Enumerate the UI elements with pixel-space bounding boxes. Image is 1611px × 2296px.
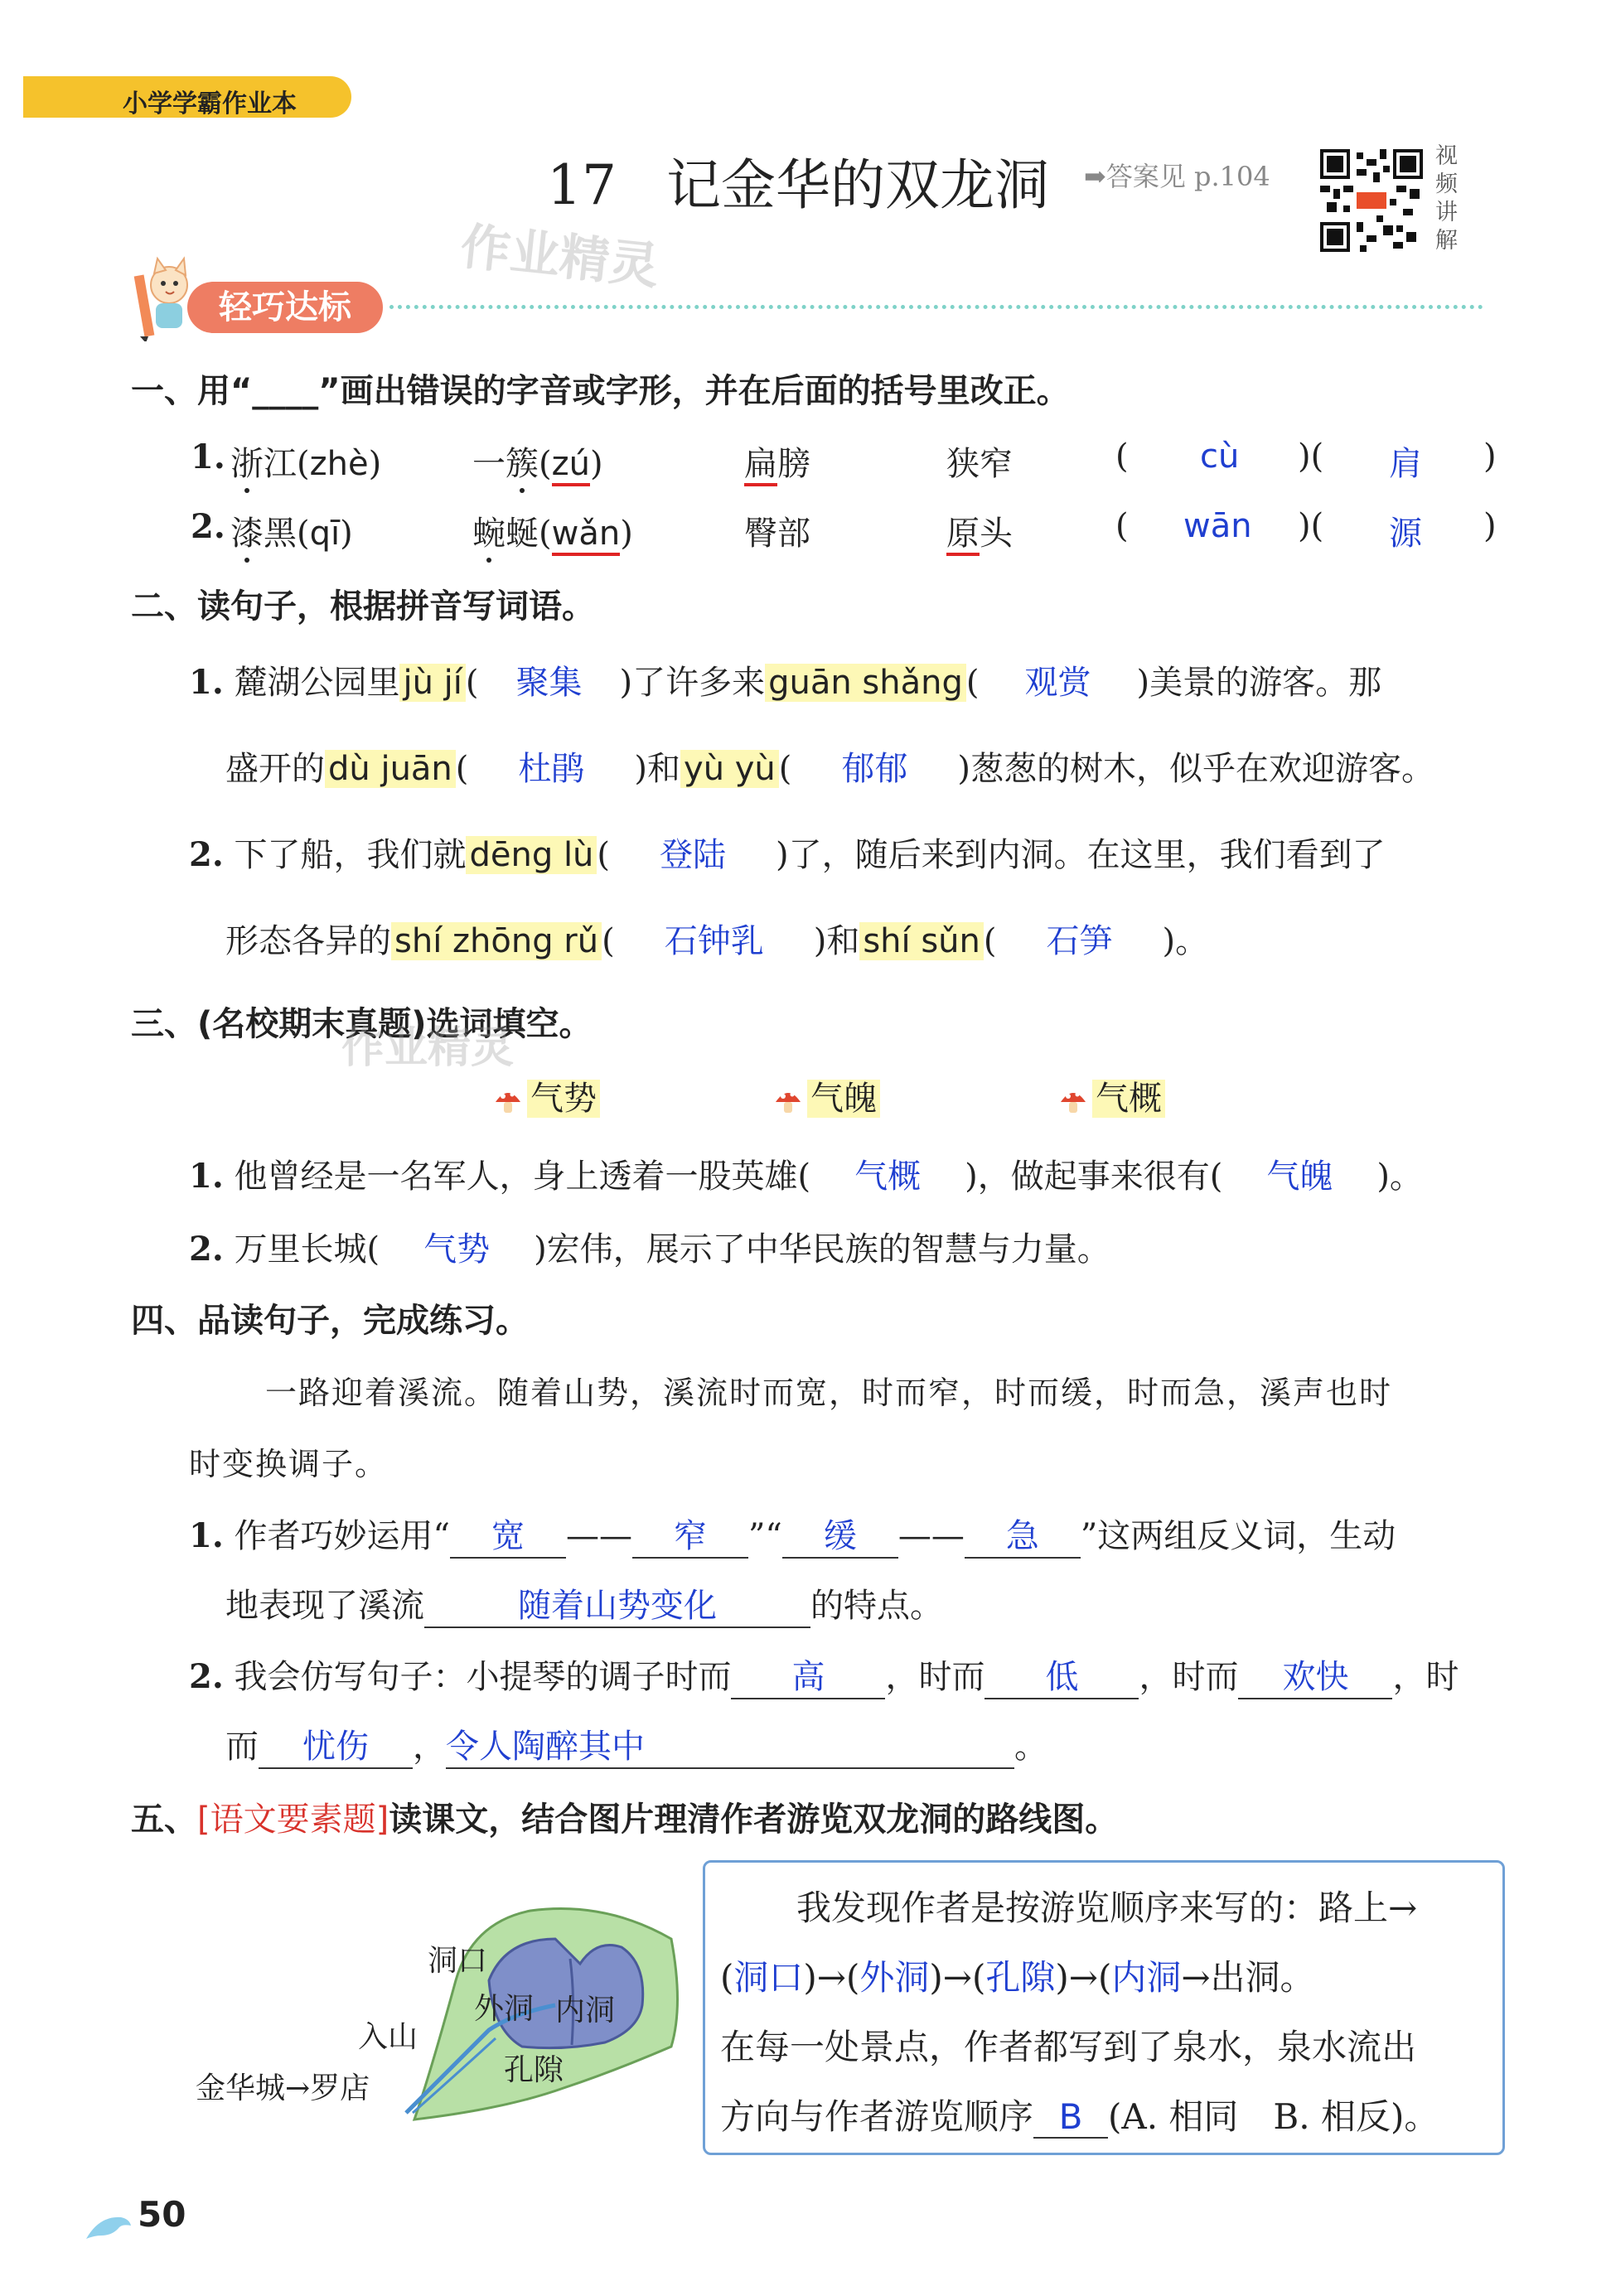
q2-s2-t2: 了，随后来到内洞。在这里，我们看到了 xyxy=(788,836,1386,874)
q1-row1-paren2: )( xyxy=(1298,437,1324,476)
q1-row1-ans2: 肩 xyxy=(1389,445,1422,483)
q3-s1 xyxy=(189,1150,1423,1197)
q2-s1-a4: 郁郁 xyxy=(841,750,908,788)
q1-row2-paren2: )( xyxy=(1298,507,1324,545)
map-label-rushan: 入山 xyxy=(358,2020,418,2054)
q3-s2 xyxy=(189,1223,1110,1270)
q1-row2-ans2: 源 xyxy=(1389,515,1422,553)
pinyin-zhe: zhè xyxy=(309,445,369,483)
mushroom-icon xyxy=(1059,1087,1087,1115)
q2-s2-t1: 下了船，我们就 xyxy=(234,836,467,874)
q5-title-tag: [语文要素题] xyxy=(197,1801,389,1839)
box-line-4 xyxy=(720,2090,1439,2139)
q2-s1-a3: 杜鹃 xyxy=(518,750,585,788)
q4-s2-num: 2. xyxy=(189,1657,224,1696)
q2-s1-num: 1. xyxy=(189,663,224,702)
box-a5: B xyxy=(1033,2096,1108,2139)
q3-s1-a2: 气魄 xyxy=(1266,1158,1333,1196)
q3-s2-a1: 气势 xyxy=(423,1230,491,1269)
box-a3: 孔隙 xyxy=(985,1957,1056,1998)
lesson-number: 17 xyxy=(547,153,617,217)
q4-s1-t2: ”“ xyxy=(747,1517,782,1555)
q2-s2-t5: 。 xyxy=(1175,922,1209,960)
q4-passage-1: 一路迎着溪流。随着山势，溪流时而宽，时而窄，时而缓，时而急，溪声也时 xyxy=(265,1375,1393,1411)
watermark-mid: 作业精灵 xyxy=(341,1023,515,1073)
pinyin-shisun: shí sǔn xyxy=(859,922,984,960)
map-label-kongxi: 孔隙 xyxy=(504,2053,564,2087)
box-paren-close-3: )→ xyxy=(1055,1957,1098,1998)
series-label: 小学学霸作业本 xyxy=(123,89,297,118)
box-paren-close-1: )→ xyxy=(803,1957,846,1998)
q1-row1-w2: 一簇(zú) xyxy=(472,437,603,485)
qr-code-icon[interactable] xyxy=(1320,149,1423,252)
q3-choice-3 xyxy=(1059,1072,1165,1119)
box-line-4-post: (A. 相同 B. 相反)。 xyxy=(1108,2096,1439,2137)
q3-s1-t2: )，做起事来很有( xyxy=(965,1158,1223,1196)
q4-s1-a5: 随着山势变化 xyxy=(424,1579,810,1628)
mascot-icon xyxy=(133,250,191,341)
q2-s1-t1: 麓湖公园里 xyxy=(234,664,400,702)
q5-title xyxy=(131,1793,1118,1840)
q2-s1-t2: 了许多来 xyxy=(632,664,766,702)
q1-row1-w4: 狭窄 xyxy=(946,445,1013,483)
q1-row2-w1: 漆黑(qī) xyxy=(230,515,353,553)
q3-choice-1-text: 气势 xyxy=(527,1080,600,1118)
q4-s1-t4: 地表现了溪流 xyxy=(225,1587,424,1625)
q1-row2-ans1: wān xyxy=(1183,507,1252,545)
q3-s2-t2: )宏伟，展示了中华民族的智慧与力量。 xyxy=(534,1230,1110,1269)
q2-s2-a2: 石钟乳 xyxy=(664,922,764,960)
q4-s1-t3: ”这两组反义词，生动 xyxy=(1080,1517,1396,1555)
q1-row1-w3 xyxy=(744,437,810,485)
q4-s2-t7: 。 xyxy=(1014,1728,1047,1766)
q1-row2-w4-b: 头 xyxy=(980,515,1013,553)
q2-s2-t3: 形态各异的 xyxy=(225,922,391,960)
q4-s2-t4: ，时 xyxy=(1392,1658,1459,1696)
q1-title: 一、用“____”画出错误的字音或字形，并在后面的括号里改正。 xyxy=(131,372,1070,410)
word-1: 浙 xyxy=(230,445,264,483)
q2-s1-t6: 葱葱的树木，似乎在欢迎游客。 xyxy=(970,750,1434,788)
q3-title-post: )选词填空。 xyxy=(411,1005,593,1043)
q4-s2-a2: 低 xyxy=(984,1651,1139,1699)
map-label-route: 金华城→罗店 xyxy=(196,2071,370,2105)
q4-passage-2: 时变换调子。 xyxy=(189,1446,389,1482)
q4-s2-t3: ，时而 xyxy=(1139,1658,1239,1696)
lesson-title xyxy=(547,141,1049,220)
q5-title-post: 读课文，结合图片理清作者游览双龙洞的路线图。 xyxy=(389,1801,1119,1839)
map-label-dongkou: 洞口 xyxy=(428,1944,488,1978)
q3-choice-2-text: 气魄 xyxy=(807,1080,880,1118)
q1-row1-w1: 浙江(zhè) xyxy=(230,445,382,483)
mushroom-icon xyxy=(774,1087,802,1115)
q1-row1-w3-b: 膀 xyxy=(777,445,810,483)
q2-s1-a2: 观赏 xyxy=(1024,664,1091,702)
mushroom-icon xyxy=(494,1087,522,1115)
box-a2: 外洞 xyxy=(859,1957,930,1998)
q2-s1-line2: 盛开的 dù juān ( 杜鹃 )和 yù yù ( 郁郁 )葱葱的树木，似乎在欢迎游客。 xyxy=(225,742,1434,790)
box-line-2 xyxy=(720,1950,1315,2000)
q3-choice-1 xyxy=(494,1072,600,1119)
q1-row1-num: 1. xyxy=(191,437,225,476)
q4-s2-line2 xyxy=(225,1720,1047,1769)
q4-s2-t6: ， xyxy=(413,1728,446,1766)
q4-s1-a3: 缓 xyxy=(782,1510,898,1559)
q4-s2-a4: 忧伤 xyxy=(259,1720,413,1769)
pinyin-yuyu: yù yù xyxy=(680,750,779,788)
q2-s2-line2: 形态各异的 shí zhōng rǔ ( 石钟乳 )和 shí sǔn ( 石笋 )。 xyxy=(225,915,1208,962)
q4-s1-t1: 作者巧妙运用“ xyxy=(234,1517,450,1555)
box-a4: 内洞 xyxy=(1111,1957,1182,1998)
pinyin-shizhongru: shí zhōng rǔ xyxy=(391,922,602,960)
q1-row1-w3-wrong: 扁 xyxy=(744,445,777,486)
box-paren-open-3: ( xyxy=(971,1957,986,1998)
q5-title-pre: 五、 xyxy=(131,1801,197,1839)
q4-title: 四、品读句子，完成练习。 xyxy=(131,1302,529,1340)
q4-s1-dash-2: —— xyxy=(897,1517,965,1555)
box-paren-open-4: ( xyxy=(1097,1957,1112,1998)
pinyin-wan: wǎn xyxy=(552,515,621,556)
lesson-name: 记金华的双龙洞 xyxy=(665,153,1049,217)
box-line-4-pre: 方向与作者游览顺序 xyxy=(720,2096,1034,2137)
pinyin-guanshang: guān shǎng xyxy=(765,664,966,702)
q4-s1-dash-1: —— xyxy=(565,1517,632,1555)
series-banner xyxy=(23,76,351,118)
q3-s2-t1: 万里长城( xyxy=(234,1230,380,1269)
section-divider xyxy=(389,305,1483,309)
map-label-waidong: 外洞 xyxy=(474,1992,535,2026)
q1-row2-paren3: ) xyxy=(1483,507,1497,545)
pinyin-denglu: dēng lù xyxy=(466,836,597,874)
box-paren-open-1: ( xyxy=(720,1957,734,1998)
box-paren-close-2: )→ xyxy=(929,1957,972,1998)
q1-row2-num: 2. xyxy=(191,507,225,546)
pinyin-juji: jù jí xyxy=(399,664,465,702)
answer-reference: ➡答案见 p.104 xyxy=(1084,161,1270,192)
q4-s2-a5: 令人陶醉其中 xyxy=(446,1720,1014,1769)
q1-row2-paren1: ( xyxy=(1115,507,1129,545)
q1-row1-paren1: ( xyxy=(1115,437,1129,476)
q3-title-pre: 三、( xyxy=(131,1005,213,1043)
q4-s1-a1: 宽 xyxy=(450,1510,566,1559)
q1-row2 xyxy=(191,507,1497,553)
q1-row2-w2: 蜿蜒(wǎn) xyxy=(472,507,633,554)
q3-s1-num: 1. xyxy=(189,1157,224,1196)
pinyin-zu: zú xyxy=(552,445,590,486)
q2-s2-num: 2. xyxy=(189,835,224,874)
q3-s1-t1: 他曾经是一名军人，身上透着一股英雄( xyxy=(234,1158,811,1196)
q4-s1-line1 xyxy=(189,1510,1396,1559)
q2-s2-a1: 登陆 xyxy=(660,836,727,874)
box-line-2-end: →出洞。 xyxy=(1181,1957,1315,1998)
q2-s2-line1: 2. 下了船，我们就 dēng lù ( 登陆 )了，随后来到内洞。在这里，我们看到了 xyxy=(189,829,1386,876)
map-label-neidong: 内洞 xyxy=(555,1994,616,2028)
q3-choice-2 xyxy=(774,1072,880,1119)
dolphin-icon xyxy=(83,2211,133,2244)
q2-title: 二、读句子，根据拼音写词语。 xyxy=(131,587,595,626)
answer-box xyxy=(703,1860,1505,2155)
section-badge: 轻巧达标 xyxy=(187,282,383,333)
q2-s1-line1: 1. 麓湖公园里 jù jí ( 聚集 )了许多来 guān shǎng ( 观赏 )美景的游客。那 xyxy=(189,656,1381,703)
q4-s2-t1: 我会仿写句子：小提琴的调子时而 xyxy=(234,1658,732,1696)
q4-s1-t5: 的特点。 xyxy=(810,1587,943,1625)
q4-s1-num: 1. xyxy=(189,1516,224,1555)
q2-s1-a1: 聚集 xyxy=(515,664,583,702)
q2-s1-t5: 和 xyxy=(647,750,681,788)
q1-row2-w4-wrong: 原 xyxy=(946,515,980,556)
pinyin-qi: qī xyxy=(309,515,341,553)
q1-row1-ans1: cù xyxy=(1200,437,1240,476)
q2-s2-a3: 石笋 xyxy=(1046,922,1113,960)
q1-row1-w1-post: ) xyxy=(368,445,382,483)
pinyin-dujuan: dù juān xyxy=(325,750,456,788)
q1-row2-w3: 臀部 xyxy=(744,515,810,553)
q3-choice-3-text: 气概 xyxy=(1092,1080,1165,1118)
q2-s1-t4: 盛开的 xyxy=(225,750,325,788)
q3-s1-t3: )。 xyxy=(1376,1158,1423,1196)
q1-row1 xyxy=(191,437,1497,483)
q4-s2-t5: 而 xyxy=(225,1728,259,1766)
q4-s1-a2: 窄 xyxy=(632,1510,748,1559)
q4-s1-a4: 急 xyxy=(965,1510,1081,1559)
watermark-top: 作业精灵 xyxy=(457,217,662,297)
box-line-1: 我发现作者是按游览顺序来写的：路上→ xyxy=(796,1888,1418,1928)
q3-title-tag: 名校期末真题 xyxy=(212,1005,412,1043)
q1-row1-paren3: ) xyxy=(1483,437,1497,476)
q4-s2-t2: ，时而 xyxy=(885,1658,985,1696)
q4-s1-line2 xyxy=(225,1579,943,1628)
q4-s2-a3: 欢快 xyxy=(1238,1651,1392,1699)
q2-s2-t4: 和 xyxy=(826,922,860,960)
box-paren-open-2: ( xyxy=(845,1957,860,1998)
q3-s2-num: 2. xyxy=(189,1230,224,1269)
q2-s1-t3: 美景的游客。那 xyxy=(1149,664,1382,702)
box-a1: 洞口 xyxy=(733,1957,804,1998)
q4-s2-a1: 高 xyxy=(731,1651,885,1699)
box-line-3: 在每一处景点，作者都写到了泉水，泉水流出 xyxy=(720,2027,1417,2067)
q1-row2-w4 xyxy=(946,507,1013,554)
q3-s1-a1: 气概 xyxy=(854,1158,922,1196)
q4-s2-line1 xyxy=(189,1651,1459,1699)
video-label: 视频讲解 xyxy=(1435,143,1458,254)
page-number: 50 xyxy=(138,2194,186,2235)
